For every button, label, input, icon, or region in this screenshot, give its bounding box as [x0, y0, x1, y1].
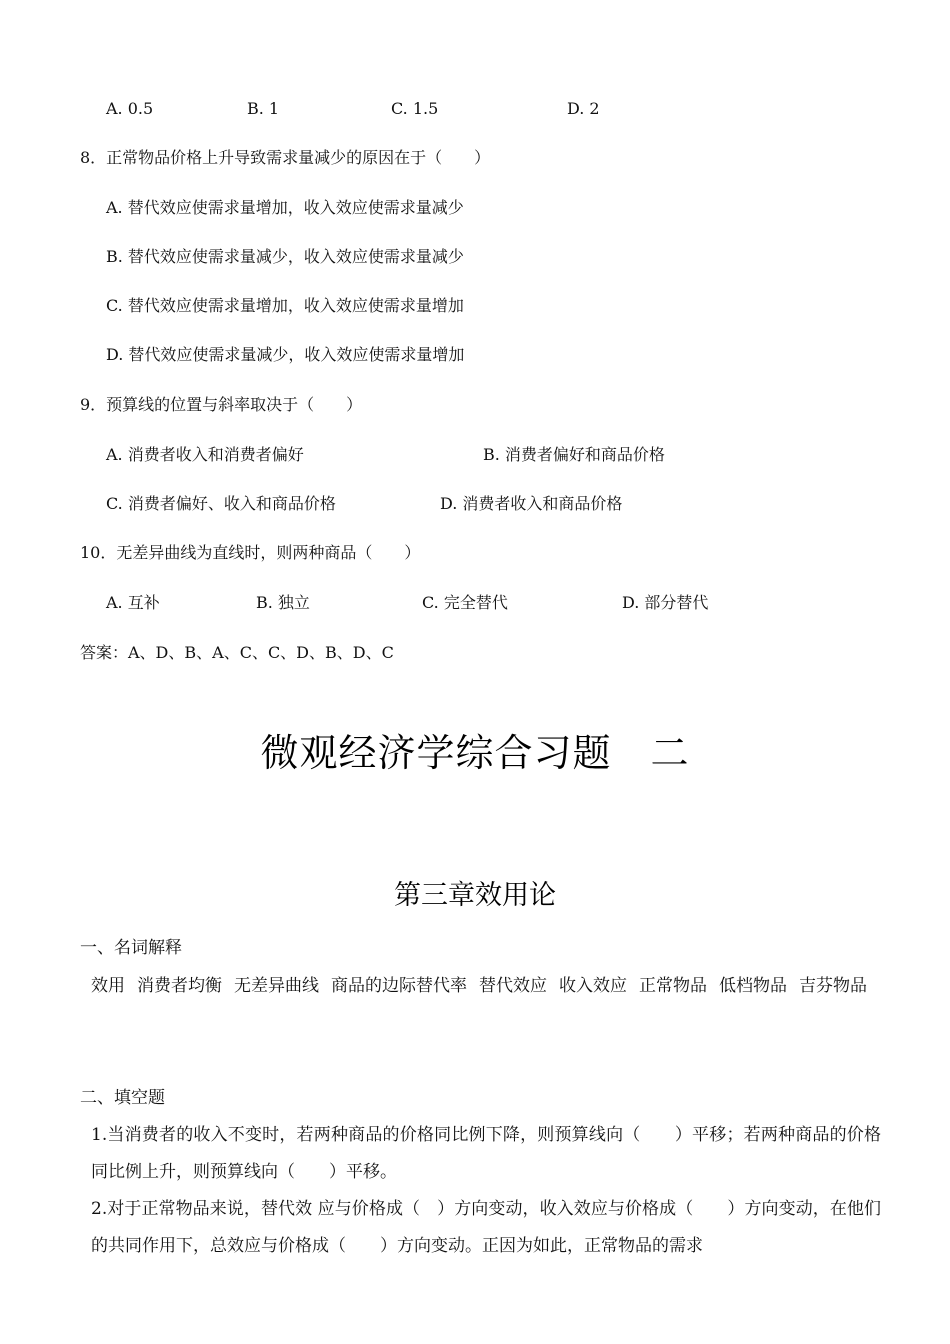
q7-option-c: C. 1.5 — [391, 99, 439, 118]
chapter-title: 第三章效用论 — [394, 880, 556, 911]
term: 商品的边际替代率 — [331, 976, 467, 996]
term: 正常物品 — [639, 976, 707, 996]
fill-question-1: 1.当消费者的收入不变时，若两种商品的价格同比例下降，则预算线向（ ）平移；若两种商品的价格同比例上升，则预算线向（ ）平移。 — [91, 1125, 881, 1182]
fill-question-2: 2.对于正常物品来说，替代效 应与价格成（ ）方向变动，收入效应与价格成（ ）方向变动，在他们的共同作用下，总效应与价格成（ ）方向变动。正因为如此，正常物品的需求 — [91, 1199, 881, 1256]
term: 收入效应 — [559, 976, 627, 996]
q9-option-b: B. 消费者偏好和商品价格 — [483, 445, 665, 464]
q9-stem: 9．预算线的位置与斜率取决于（ ） — [80, 395, 363, 414]
section-heading-terms: 一、名词解释 — [80, 938, 182, 958]
section-heading-fill: 二、填空题 — [80, 1088, 165, 1108]
q10-stem: 10．无差异曲线为直线时，则两种商品（ ） — [80, 543, 421, 562]
q8-option-b: B. 替代效应使需求量减少，收入效应使需求量减少 — [106, 247, 464, 266]
q7-option-a: A. 0.5 — [106, 99, 154, 118]
q8-option-c: C. 替代效应使需求量增加，收入效应使需求量增加 — [106, 296, 464, 315]
answer-key: 答案：A、D、B、A、C、C、D、B、D、C — [80, 643, 394, 662]
q10-option-d: D. 部分替代 — [622, 593, 709, 612]
q8-stem: 8．正常物品价格上升导致需求量减少的原因在于（ ） — [80, 148, 491, 167]
term: 替代效应 — [479, 976, 547, 996]
q7-option-b: B. 1 — [247, 99, 280, 118]
term: 效用 — [91, 976, 125, 996]
q9-option-c: C. 消费者偏好、收入和商品价格 — [106, 494, 336, 513]
q9-option-a: A. 消费者收入和消费者偏好 — [106, 445, 304, 464]
q10-option-c: C. 完全替代 — [422, 593, 508, 612]
page-title: 微观经济学综合习题 二 — [260, 731, 690, 775]
q10-option-a: A. 互补 — [106, 593, 160, 612]
term: 低档物品 — [719, 976, 787, 996]
q9-option-d: D. 消费者收入和商品价格 — [440, 494, 623, 513]
q8-option-d: D. 替代效应使需求量减少，收入效应使需求量增加 — [106, 345, 465, 364]
q8-option-a: A. 替代效应使需求量增加，收入效应使需求量减少 — [106, 198, 464, 217]
q10-option-b: B. 独立 — [256, 593, 310, 612]
term: 消费者均衡 — [137, 976, 222, 996]
term: 吉芬物品 — [799, 976, 867, 996]
term: 无差异曲线 — [234, 976, 319, 996]
q7-option-d: D. 2 — [567, 99, 600, 118]
terms-list — [91, 968, 881, 1005]
